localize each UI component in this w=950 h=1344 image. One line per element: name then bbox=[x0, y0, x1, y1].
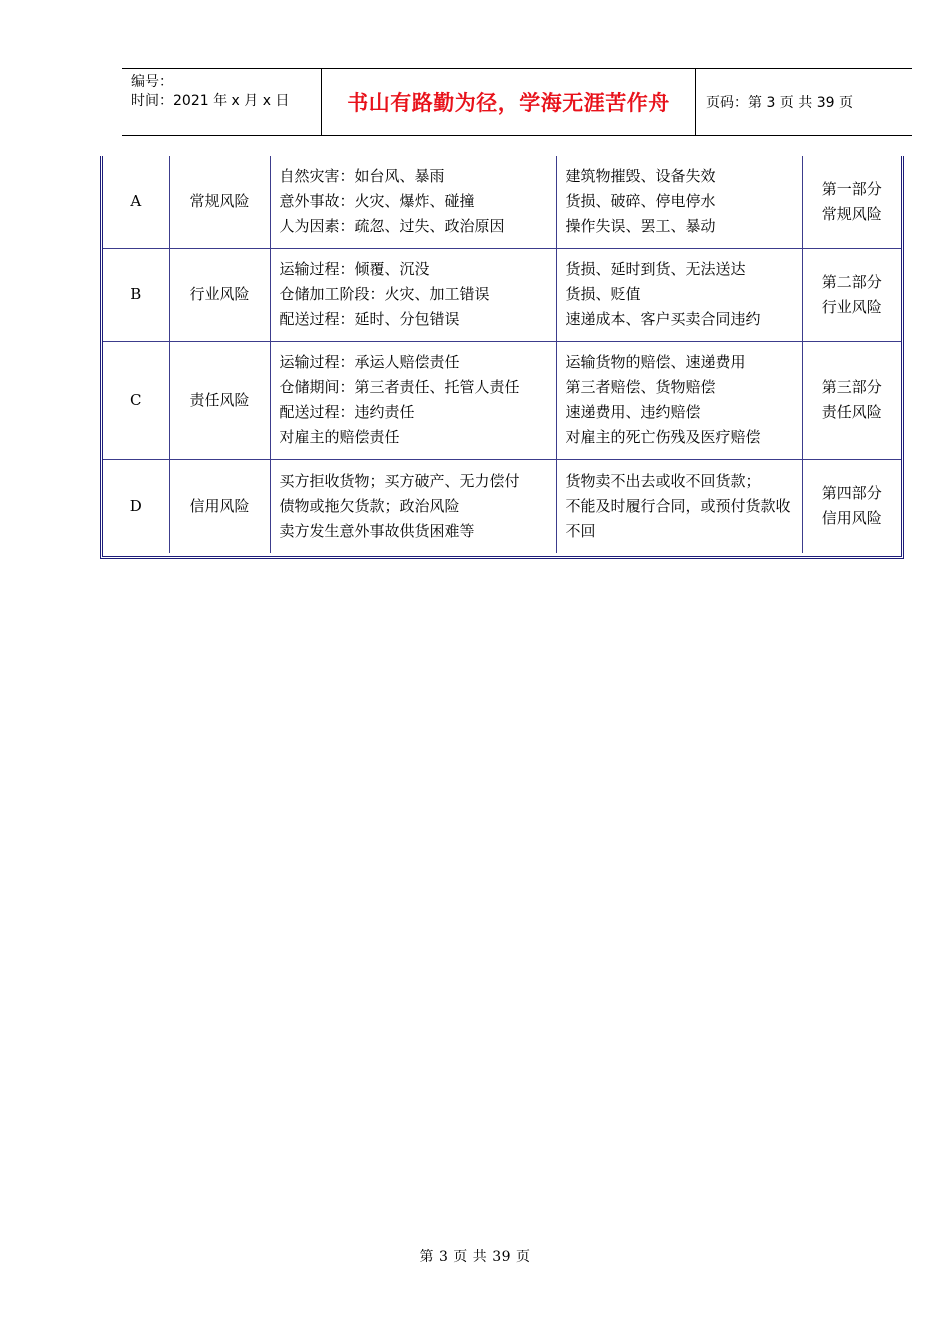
risk-part bbox=[802, 459, 901, 553]
cause-line: 自然灾害：如台风、暴雨 bbox=[279, 167, 445, 186]
cause-line: 人为因素：疏忽、过失、政治原因 bbox=[279, 217, 505, 236]
cause-line: 配送过程：违约责任 bbox=[279, 403, 415, 421]
cause-line: 对雇主的赔偿责任 bbox=[279, 428, 400, 446]
part-title: 责任风险 bbox=[821, 403, 882, 421]
risk-part bbox=[802, 341, 901, 459]
part-number: 第一部分 bbox=[821, 179, 882, 198]
risk-causes bbox=[270, 459, 556, 553]
cause-line: 配送过程：延时、分包错误 bbox=[279, 310, 460, 328]
cause-line: 运输过程：倾覆、沉没 bbox=[279, 260, 430, 278]
impact-line: 操作失误、罢工、暴动 bbox=[565, 217, 716, 236]
page-footer: 第 3 页 共 39 页 bbox=[419, 1249, 531, 1265]
table-row bbox=[103, 248, 901, 341]
risk-part bbox=[802, 248, 901, 341]
page-header bbox=[122, 68, 912, 136]
risk-code: A bbox=[103, 156, 169, 248]
impact-line: 货损、破碎、停电停水 bbox=[565, 192, 716, 211]
impact-line: 货损、延时到货、无法送达 bbox=[565, 260, 746, 278]
table-row bbox=[103, 156, 901, 248]
part-title: 信用风险 bbox=[821, 509, 882, 528]
risk-code: B bbox=[103, 248, 169, 341]
header-meta bbox=[122, 69, 322, 135]
cause-line: 仓储期间：第三者责任、托管人责任 bbox=[279, 378, 520, 396]
impact-line: 建筑物摧毁、设备失效 bbox=[565, 167, 716, 186]
cause-line: 意外事故：火灾、爆炸、碰撞 bbox=[279, 192, 475, 211]
impact-line: 对雇主的死亡伤残及医疗赔偿 bbox=[565, 428, 761, 446]
impact-line: 货损、贬值 bbox=[565, 285, 641, 303]
risk-impacts bbox=[556, 248, 802, 341]
part-title: 行业风险 bbox=[821, 297, 882, 316]
risk-part bbox=[802, 156, 901, 248]
impact-line: 不能及时履行合同，或预付货款收不回 bbox=[565, 496, 791, 540]
risk-impacts bbox=[556, 459, 802, 553]
document-number-label: 编号： bbox=[131, 74, 173, 90]
risk-table-frame bbox=[100, 156, 904, 559]
part-number: 第四部分 bbox=[821, 484, 882, 503]
part-number: 第三部分 bbox=[821, 378, 882, 396]
cause-line: 买方拒收货物；买方破产、无力偿付 bbox=[279, 471, 520, 490]
risk-impacts bbox=[556, 156, 802, 248]
risk-type: 责任风险 bbox=[169, 341, 270, 459]
impact-line: 速递费用、违约赔偿 bbox=[565, 403, 701, 421]
risk-code: D bbox=[103, 459, 169, 553]
risk-impacts bbox=[556, 341, 802, 459]
cause-line: 仓储加工阶段：火灾、加工错误 bbox=[279, 285, 490, 303]
risk-causes bbox=[270, 341, 556, 459]
impact-line: 第三者赔偿、货物赔偿 bbox=[565, 378, 716, 396]
risk-code: C bbox=[103, 341, 169, 459]
risk-causes bbox=[270, 248, 556, 341]
header-motto: 书山有路勤为径，学海无涯苦作舟 bbox=[322, 69, 696, 135]
part-title: 常规风险 bbox=[821, 204, 882, 223]
risk-table bbox=[103, 156, 901, 553]
risk-type: 信用风险 bbox=[169, 459, 270, 553]
part-number: 第二部分 bbox=[821, 272, 882, 291]
risk-causes bbox=[270, 156, 556, 248]
impact-line: 速递成本、客户买卖合同违约 bbox=[565, 310, 761, 328]
cause-line: 债物或拖欠货款；政治风险 bbox=[279, 496, 460, 515]
table-row bbox=[103, 341, 901, 459]
table-row bbox=[103, 459, 901, 553]
impact-line: 货物卖不出去或收不回货款； bbox=[565, 471, 761, 490]
header-page-number: 页码：第 3 页 共 39 页 bbox=[706, 95, 853, 111]
document-time-label: 时间：2021 年 x 月 x 日 bbox=[131, 93, 290, 109]
cause-line: 卖方发生意外事故供货困难等 bbox=[279, 521, 475, 540]
impact-line: 运输货物的赔偿、速递费用 bbox=[565, 353, 746, 371]
risk-type: 行业风险 bbox=[169, 248, 270, 341]
risk-type: 常规风险 bbox=[169, 156, 270, 248]
cause-line: 运输过程：承运人赔偿责任 bbox=[279, 353, 460, 371]
